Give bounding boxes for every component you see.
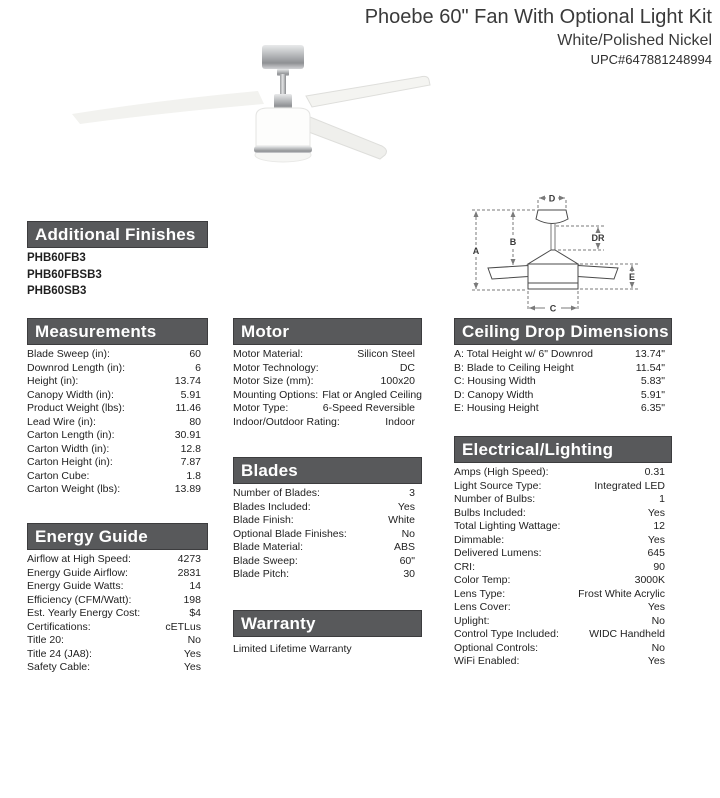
- spec-value: 5.83": [640, 375, 665, 387]
- spec-row: [233, 501, 415, 515]
- spec-label: Optional Controls:: [454, 641, 539, 654]
- spec-value: 60": [399, 554, 415, 567]
- section-header: Ceiling Drop Dimensions: [454, 318, 672, 345]
- spec-value: 1: [659, 493, 665, 505]
- spec-row: [27, 483, 201, 497]
- spec-value: 6-Speed Reversible: [322, 402, 415, 414]
- spec-row: [27, 348, 201, 362]
- spec-label: Motor Size (mm):: [233, 375, 314, 387]
- spec-rows: [233, 487, 422, 582]
- spec-label: A: Total Height w/ 6" Downrod: [454, 348, 593, 360]
- spec-row: [233, 514, 415, 528]
- spec-value: ABS: [393, 541, 415, 553]
- spec-value: DC: [399, 361, 415, 374]
- spec-row: [27, 429, 201, 443]
- spec-row: [27, 594, 201, 608]
- spec-label: Blade Finish:: [233, 514, 294, 526]
- spec-label: Light Source Type:: [454, 479, 542, 492]
- spec-label: Carton Length (in):: [27, 429, 115, 441]
- spec-row: [233, 528, 415, 542]
- spec-row: [233, 568, 415, 582]
- spec-label: Delivered Lumens:: [454, 547, 542, 559]
- finish-list: [27, 250, 208, 300]
- spec-row: [454, 375, 665, 389]
- spec-value: 14: [189, 580, 201, 592]
- diagram-light-band: [528, 283, 578, 289]
- spec-label: Carton Cube:: [27, 469, 90, 482]
- spec-rows: [233, 348, 422, 429]
- spec-row: [454, 615, 665, 629]
- spec-row: [27, 567, 201, 581]
- spec-label: Carton Weight (lbs):: [27, 483, 121, 495]
- spec-row: [454, 588, 665, 602]
- diagram-canopy: [536, 210, 568, 224]
- spec-value: 13.74: [174, 375, 201, 387]
- spec-row: [27, 553, 201, 567]
- section-header: Measurements: [27, 318, 208, 345]
- spec-row: [454, 348, 665, 362]
- spec-label: Blade Sweep:: [233, 554, 298, 567]
- diagram-housing: [528, 264, 578, 283]
- spec-row: [27, 661, 201, 675]
- spec-value: 80: [189, 415, 201, 428]
- spec-row: [454, 534, 665, 548]
- section-energy-guide: [27, 523, 208, 675]
- spec-label: Certifications:: [27, 620, 91, 633]
- spec-value: Flat or Angled Ceiling: [322, 388, 423, 401]
- spec-value: 13.74": [634, 348, 665, 360]
- spec-label: Color Temp:: [454, 574, 511, 586]
- section-header: Energy Guide: [27, 523, 208, 550]
- spec-value: Yes: [183, 647, 201, 660]
- spec-row: [27, 375, 201, 389]
- spec-label: Airflow at High Speed:: [27, 553, 131, 565]
- spec-value: Silicon Steel: [357, 348, 415, 360]
- spec-value: 13.89: [174, 483, 201, 495]
- spec-value: 198: [183, 593, 201, 606]
- spec-row: [233, 348, 415, 362]
- spec-row: [27, 648, 201, 662]
- dim-label-b: B: [509, 237, 517, 247]
- spec-row: [27, 580, 201, 594]
- spec-label: Motor Material:: [233, 348, 304, 360]
- spec-label: C: Housing Width: [454, 375, 536, 387]
- spec-label: Title 20:: [27, 634, 64, 646]
- spec-rows: [27, 553, 208, 675]
- spec-row: [454, 561, 665, 575]
- spec-value: No: [401, 527, 415, 540]
- spec-value: 2831: [177, 566, 201, 579]
- spec-label: Carton Height (in):: [27, 456, 113, 468]
- spec-label: Title 24 (JA8):: [27, 647, 92, 660]
- section-header: Electrical/Lighting: [454, 436, 672, 463]
- spec-label: WiFi Enabled:: [454, 655, 520, 667]
- finish-item: PHB60SB3: [27, 285, 87, 297]
- spec-value: 12: [653, 520, 665, 532]
- spec-label: Safety Cable:: [27, 661, 91, 673]
- spec-label: Lead Wire (in):: [27, 415, 96, 428]
- spec-value: cETLus: [165, 620, 201, 633]
- spec-value: Yes: [647, 601, 665, 613]
- spec-value: No: [187, 634, 201, 646]
- spec-value: 5.91: [180, 388, 201, 401]
- spec-label: Energy Guide Airflow:: [27, 566, 128, 579]
- spec-label: Dimmable:: [454, 533, 505, 546]
- spec-value: $4: [189, 607, 201, 619]
- spec-label: Mounting Options:: [233, 388, 319, 401]
- spec-row: [454, 480, 665, 494]
- spec-label: B: Blade to Ceiling Height: [454, 361, 574, 374]
- spec-row: [454, 520, 665, 534]
- spec-label: Product Weight (lbs):: [27, 402, 125, 414]
- fan-product-image: [0, 30, 460, 210]
- spec-row: [233, 555, 415, 569]
- spec-label: Number of Blades:: [233, 487, 320, 499]
- spec-row: [233, 362, 415, 376]
- fan-downrod: [280, 74, 286, 96]
- fan-blade-upper-right: [306, 76, 430, 107]
- spec-label: Blade Sweep (in):: [27, 348, 110, 360]
- spec-value: 11.46: [175, 402, 201, 414]
- fan-blade-left: [72, 91, 264, 124]
- spec-row: [454, 574, 665, 588]
- spec-row: [27, 443, 201, 457]
- spec-rows: [27, 348, 208, 497]
- spec-value: Yes: [647, 533, 665, 546]
- diagram-cone: [528, 250, 578, 264]
- spec-row: [454, 628, 665, 642]
- section-measurements: [27, 318, 208, 497]
- fan-motor-housing: [256, 108, 310, 146]
- spec-row: [454, 362, 665, 376]
- spec-label: Efficiency (CFM/Watt):: [27, 593, 132, 606]
- spec-row: [233, 375, 415, 389]
- spec-value: 60: [189, 348, 201, 360]
- spec-row: [454, 601, 665, 615]
- section-header: Warranty: [233, 610, 422, 637]
- spec-value: 6: [195, 361, 201, 374]
- dim-label-d: D: [548, 193, 556, 204]
- spec-value: 5.91": [640, 388, 665, 401]
- spec-value: Frost White Acrylic: [578, 587, 665, 600]
- dim-label-dr: DR: [591, 233, 605, 243]
- spec-value: 100x20: [380, 375, 415, 387]
- spec-row: [27, 634, 201, 648]
- spec-row: [233, 402, 415, 416]
- section-motor: [233, 318, 422, 429]
- spec-row: [454, 466, 665, 480]
- spec-value: Yes: [183, 661, 201, 673]
- section-ceiling-drop-dimensions: [454, 318, 672, 416]
- spec-rows: [454, 348, 672, 416]
- spec-row: [454, 493, 665, 507]
- product-finish: White/Polished Nickel: [557, 32, 712, 49]
- spec-row: [454, 402, 665, 416]
- spec-row: [27, 621, 201, 635]
- spec-label: Blades Included:: [233, 500, 311, 513]
- spec-label: Blade Pitch:: [233, 568, 290, 580]
- spec-value: Yes: [647, 655, 665, 667]
- spec-value: 6.35": [640, 402, 665, 414]
- spec-value: No: [651, 614, 665, 627]
- spec-label: Carton Width (in):: [27, 442, 110, 455]
- section-electrical-lighting: [454, 436, 672, 669]
- spec-label: Indoor/Outdoor Rating:: [233, 415, 340, 428]
- ceiling-drop-diagram: [452, 162, 712, 312]
- fan-blade-lower-right: [298, 115, 386, 159]
- dim-label-a: A: [472, 246, 480, 256]
- spec-value: No: [651, 641, 665, 654]
- spec-row: [233, 487, 415, 501]
- spec-value: 3000K: [634, 574, 665, 586]
- spec-row: [454, 642, 665, 656]
- spec-value: Yes: [397, 500, 415, 513]
- page-title: Phoebe 60" Fan With Optional Light Kit: [364, 6, 712, 28]
- fan-light-ring: [254, 146, 312, 153]
- spec-label: Motor Technology:: [233, 361, 319, 374]
- spec-value: 645: [647, 547, 665, 559]
- section-header: Blades: [233, 457, 422, 484]
- spec-label: Height (in):: [27, 375, 79, 387]
- spec-row: [454, 507, 665, 521]
- spec-value: 30.91: [174, 429, 201, 441]
- spec-row: [454, 547, 665, 561]
- fan-canopy: [262, 45, 304, 69]
- spec-value: Indoor: [385, 415, 415, 428]
- spec-row: [27, 362, 201, 376]
- spec-label: Blade Material:: [233, 541, 304, 553]
- spec-value: 1.8: [186, 469, 201, 482]
- spec-value: 7.87: [180, 456, 201, 468]
- spec-label: Downrod Length (in):: [27, 361, 126, 374]
- spec-label: Est. Yearly Energy Cost:: [27, 607, 141, 619]
- spec-label: Control Type Included:: [454, 628, 559, 640]
- spec-label: Bulbs Included:: [454, 506, 526, 519]
- dim-label-e: E: [628, 272, 636, 282]
- dim-label-c: C: [549, 303, 557, 312]
- spec-row: [233, 416, 415, 430]
- spec-rows: [454, 466, 672, 669]
- spec-row: [27, 470, 201, 484]
- finish-item: PHB60FBSB3: [27, 268, 102, 281]
- spec-value: 3: [409, 487, 415, 499]
- spec-row: [27, 607, 201, 621]
- spec-label: Energy Guide Watts:: [27, 580, 124, 592]
- finish-item: PHB60FB3: [27, 252, 86, 264]
- spec-label: Optional Blade Finishes:: [233, 527, 347, 540]
- spec-value: Integrated LED: [594, 479, 665, 492]
- spec-value: White: [388, 514, 415, 526]
- spec-value: WIDC Handheld: [589, 628, 665, 640]
- diagram-blade-right: [578, 266, 618, 280]
- spec-label: Uplight:: [454, 614, 490, 627]
- section-header: Additional Finishes: [27, 221, 208, 248]
- spec-row: [27, 456, 201, 470]
- diagram-blade-left: [488, 266, 528, 280]
- spec-label: Amps (High Speed):: [454, 466, 549, 478]
- spec-label: Motor Type:: [233, 402, 289, 414]
- spec-row: [27, 416, 201, 430]
- section-header: Motor: [233, 318, 422, 345]
- spec-label: E: Housing Height: [454, 402, 539, 414]
- spec-label: D: Canopy Width: [454, 388, 534, 401]
- spec-value: 90: [653, 560, 665, 573]
- spec-value: 0.31: [644, 466, 665, 478]
- spec-label: Number of Bulbs:: [454, 493, 536, 505]
- spec-label: Canopy Width (in):: [27, 388, 114, 401]
- spec-value: Yes: [647, 506, 665, 519]
- spec-row: [233, 541, 415, 555]
- spec-value: 12.8: [180, 442, 201, 455]
- spec-value: 30: [403, 568, 415, 580]
- section-blades: [233, 457, 422, 582]
- warranty-text: Limited Lifetime Warranty: [233, 643, 352, 655]
- spec-row: [454, 655, 665, 669]
- section-additional-finishes: [27, 221, 208, 300]
- product-upc: UPC#647881248994: [590, 52, 712, 67]
- spec-label: Total Lighting Wattage:: [454, 520, 561, 532]
- spec-row: [233, 388, 423, 403]
- spec-row: [27, 402, 201, 416]
- spec-label: Lens Type:: [454, 587, 506, 600]
- spec-label: CRI:: [454, 560, 475, 573]
- section-warranty: [233, 610, 422, 657]
- spec-value: 11.54": [635, 361, 665, 374]
- spec-row: [454, 389, 665, 403]
- spec-value: 4273: [177, 553, 201, 565]
- spec-label: Lens Cover:: [454, 601, 511, 613]
- spec-row: [27, 389, 201, 403]
